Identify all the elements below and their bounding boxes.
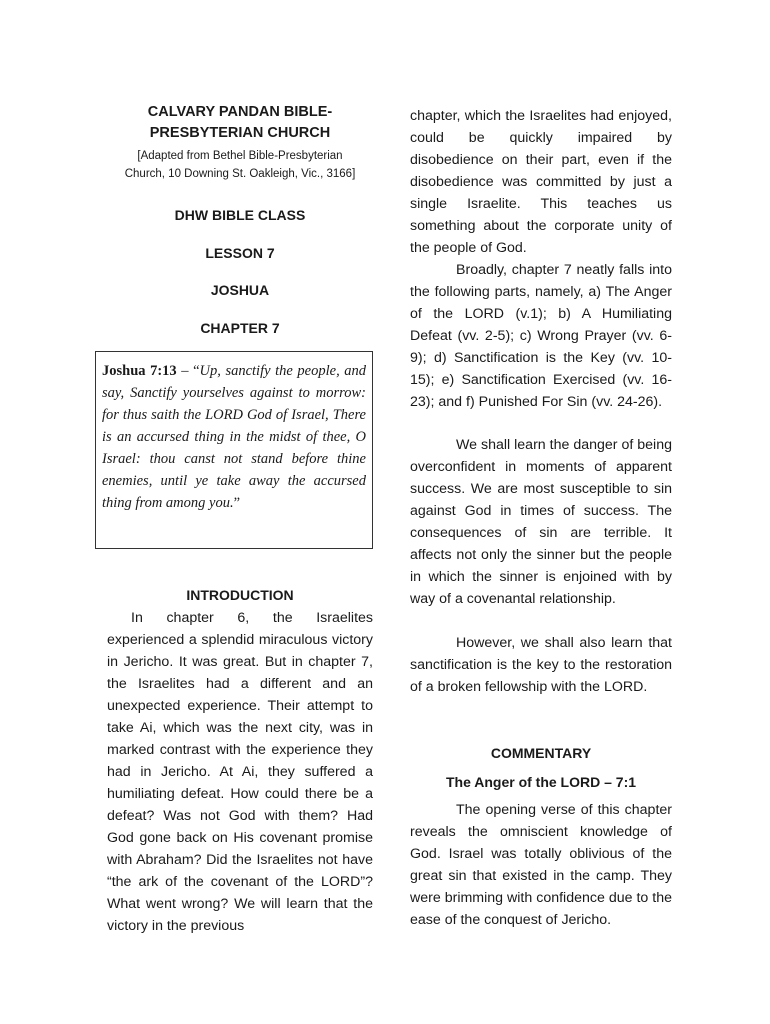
commentary-heading: COMMENTARY: [490, 745, 592, 761]
verse-open-quote: “: [193, 363, 200, 379]
verse-reference: Joshua 7:13: [102, 363, 177, 379]
class-title: DHW BIBLE CLASS: [174, 207, 306, 223]
introduction-paragraph: In chapter 6, the Israelites experienced a splendid miraculous victory in Jericho. It was great. But in chapter 7, the Israelites had a different and an unexpected experience. Their attempt to take Ai, which was the next city, was in marked contrast with the experience they had in Jericho. At Ai, they suffered a humiliating defeat. How could there be a defeat? Was not God with them? Had God gone back on His covenant promise with Abraham? Did the Israelites not have “the ark of the covenant of the LORD”? What went wrong? We will learn that the victory in the previous: [107, 610, 373, 934]
introduction-paragraph-4: However, we shall also learn that sanctification is the key to the restoration of a broken fellowship with the LORD.: [410, 635, 672, 695]
adapted-note-line2: Church, 10 Downing St. Oakleigh, Vic., 3166]: [124, 168, 356, 180]
adapted-note-line1: [Adapted from Bethel Bible-Presbyterian: [137, 150, 343, 162]
introduction-continued: chapter, which the Israelites had enjoyed, could be quickly impaired by disobedience on their part, even if the disobedience was committed by just a single Israelite. This teaches us something about the corporate unity of the people of God.: [410, 108, 672, 256]
introduction-paragraph-3: We shall learn the danger of being overconfident in moments of apparent success. We are most susceptible to sin against God in times of success. The consequences of sin are terrible. It affects not only the sinner but the people in which the sinner is enjoined with by way of a covenantal relationship.: [410, 437, 672, 607]
chapter-title: CHAPTER 7: [200, 320, 280, 336]
commentary-paragraph: The opening verse of this chapter reveals the omniscient knowledge of God. Israel was totally oblivious of the great sin that existed in the camp. They were brimming with confidence due to the ease of the conquest of Jericho.: [410, 802, 672, 928]
verse-dash: –: [176, 363, 194, 379]
book-title: JOSHUA: [210, 282, 270, 298]
verse-close-quote: ”: [233, 495, 241, 511]
commentary-subheading: The Anger of the LORD – 7:1: [445, 774, 637, 790]
verse-text: Up, sanctify the people, and say, Sanctify yourselves against to morrow: for thus saith the LORD God of Israel, There is an accursed thing in the midst of thee, O Israel: thou canst not stand before thine enemies, until ye take away the accursed thing from among you.: [102, 363, 367, 511]
lesson-number: LESSON 7: [205, 245, 275, 261]
key-verse-box: [95, 351, 373, 549]
church-name-line1: CALVARY PANDAN BIBLE-: [147, 104, 333, 120]
introduction-paragraph-2: Broadly, chapter 7 neatly falls into the following parts, namely, a) The Anger of the LORD (v.1); b) A Humiliating Defeat (vv. 2-5); c) Wrong Prayer (vv. 6-9); d) Sanctification is the Key (vv. 10-15); e) Sanctification Exercised (vv. 16-23); and f) Punished For Sin (vv. 24-26).: [410, 262, 672, 410]
introduction-heading: INTRODUCTION: [186, 587, 294, 603]
church-name-line2: PRESBYTERIAN CHURCH: [149, 125, 331, 141]
